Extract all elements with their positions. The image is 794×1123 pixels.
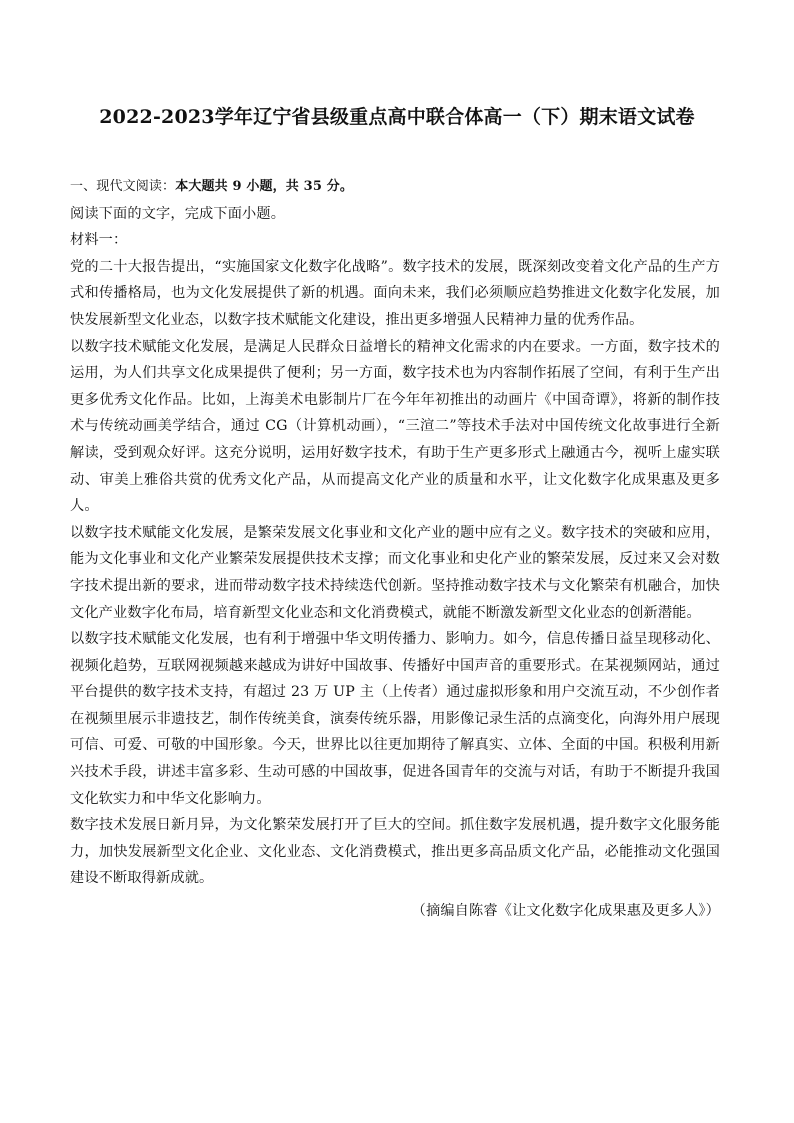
reading-instruction: 阅读下面的文字，完成下面小题。 bbox=[70, 205, 286, 222]
paragraph-3: 以数字技术赋能文化发展，是繁荣发展文化事业和文化产业的题中应有之义。数字技术的突破和应用，能为文化事业和文化产业繁荣发展提供技术支撑；而文化事业和史化产业的繁荣发展，反过来又会对数字技术提出新的要求，进而带动数字技术持续迭代创新。坚持推动数字技术与文化繁荣有机融合，加快文化产业数字化布局，培育新型文化业态和文化消费模式，就能不断激发新型文化业态的创新潜能。 bbox=[70, 524, 720, 621]
paragraph-1: 党的二十大报告提出，“实施国家文化数字化战略”。数字技术的发展，既深刻改变着文化产品的生产方式和传播格局，也为文化发展提供了新的机遇。面向未来，我们必须顺应趋势推进文化数字化发展，加快发展新型文化业态，以数字技术赋能文化建设，推出更多增强人民精神力量的优秀作品。 bbox=[70, 258, 720, 328]
paragraph-5: 数字技术发展日新月异，为文化繁荣发展打开了巨大的空间。抓住数字发展机遇，提升数字文化服务能力，加快发展新型文化企业、文化业态、文化消费模式，推出更多高品质文化产品，必能推动文化强国建设不断取得新成就。 bbox=[70, 817, 720, 887]
section-heading bbox=[70, 174, 720, 201]
document-body bbox=[70, 174, 720, 925]
paragraph-4: 以数字技术赋能文化发展，也有利于增强中华文明传播力、影响力。如今，信息传播日益呈现移动化、视频化趋势，互联网视频越来越成为讲好中国故事、传播好中国声音的重要形式。在某视频网站，通过平台提供的数字技术支持，有超过 23 万 UP 主（上传者）通过虚拟形象和用户交流互动，不少创作者在视频里展示非遗技艺，制作传统美食，演奏传统乐器，用影像记录生活的点滴变化，向海外用户展现可信、可爱、可敬的中国形象。今天，世界比以往更加期待了解真实、立体、全面的中国。积极利用新兴技术手段，讲述丰富多彩、生动可感的中国故事，促进各国青年的交流与对话，有助于不断提升我国文化软实力和中华文化影响力。 bbox=[70, 631, 720, 807]
section-description: 本大题共 9 小题，共 35 分。 bbox=[175, 179, 353, 194]
material-label: 材料一： bbox=[70, 232, 128, 249]
page-title: 2022-2023学年辽宁省县级重点高中联合体高一（下）期末语文试卷 bbox=[99, 106, 695, 128]
section-number: 一、现代文阅读： bbox=[70, 179, 176, 194]
source-citation: （摘编自陈睿《让文化数字化成果惠及更多人》） bbox=[411, 903, 720, 920]
paragraph-2: 以数字技术赋能文化发展，是满足人民群众日益增长的精神文化需求的内在要求。一方面，数字技术的运用，为人们共享文化成果提供了便利；另一方面，数字技术也为内容制作拓展了空间，有利于生产出更多优秀文化作品。比如，上海美术电影制片厂在今年年初推出的动画片《中国奇谭》，将新的制作技术与传统动画美学结合，通过 CG（计算机动画），“三渲二”等技术手法对中国传统文化故事进行全新解读，受到观众好评。这充分说明，运用好数字技术，有助于生产更多形式上融通古今，视听上虚实联动、审美上雅俗共赏的优秀文化产品，从而提高文化产业的质量和水平，让文化数字化成果惠及更多人。 bbox=[70, 338, 720, 515]
